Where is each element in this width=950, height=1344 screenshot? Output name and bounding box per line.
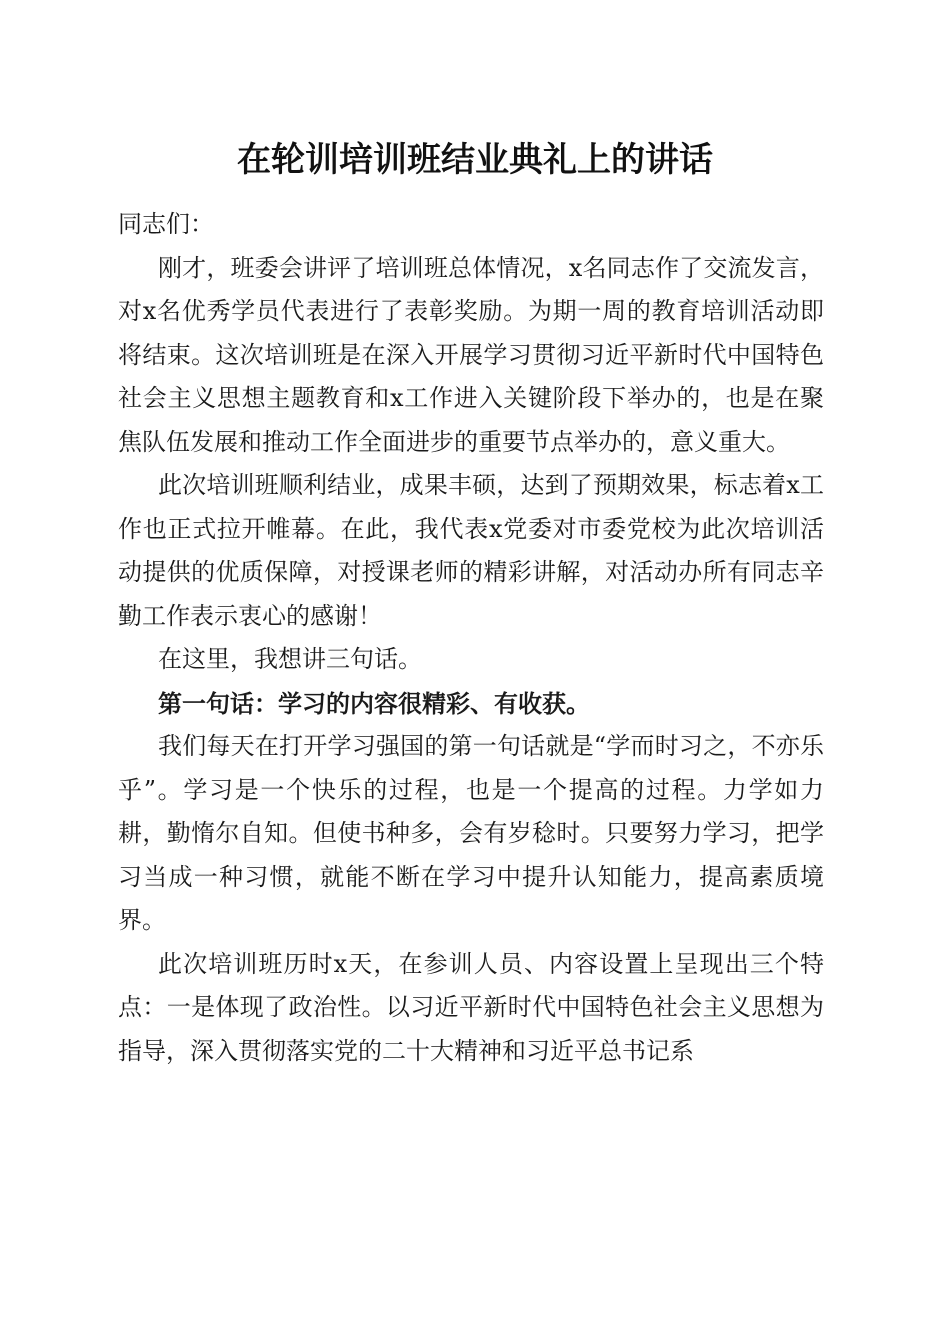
paragraph-thanks: 此次培训班顺利结业，成果丰硕，达到了预期效果，标志着x工作也正式拉开帷幕。在此，我代表x党委对市委党校为此次培训活动提供的优质保障，对授课老师的精彩讲解，对活动办所有同志辛勤工作表示衷心的感谢！ bbox=[118, 471, 824, 630]
document-body bbox=[118, 203, 824, 1073]
paragraph-opening: 刚才，班委会讲评了培训班总体情况，x名同志作了交流发言，对x名优秀学员代表进行了表彰奖励。为期一周的教育培训活动即将结束。这次培训班是在深入开展学习贯彻习近平新时代中国特色社会主义思想主题教育和x工作进入关键阶段下举办的，也是在聚焦队伍发展和推动工作全面进步的重要节点举办的，意义重大。 bbox=[118, 253, 824, 456]
paragraph-three-points-intro: 在这里，我想讲三句话。 bbox=[158, 645, 422, 673]
paragraph-learning: 我们每天在打开学习强国的第一句话就是“学而时习之，不亦乐乎”。学习是一个快乐的过程，也是一个提高的过程。力学如力耕，勤惰尔自知。但使书种多，会有岁稔时。只要努力学习，把学习当成一种习惯，就能不断在学习中提升认知能力，提高素质境界。 bbox=[118, 732, 824, 934]
paragraph-training-features: 此次培训班历时x天，在参训人员、内容设置上呈现出三个特点：一是体现了政治性。以习近平新时代中国特色社会主义思想为指导，深入贯彻落实党的二十大精神和习近平总书记系 bbox=[118, 949, 824, 1065]
section-heading-first-point: 第一句话：学习的内容很精彩、有收获。 bbox=[158, 688, 590, 718]
document-title: 在轮训培训班结业典礼上的讲话 bbox=[237, 140, 713, 180]
salutation: 同志们： bbox=[118, 210, 214, 238]
